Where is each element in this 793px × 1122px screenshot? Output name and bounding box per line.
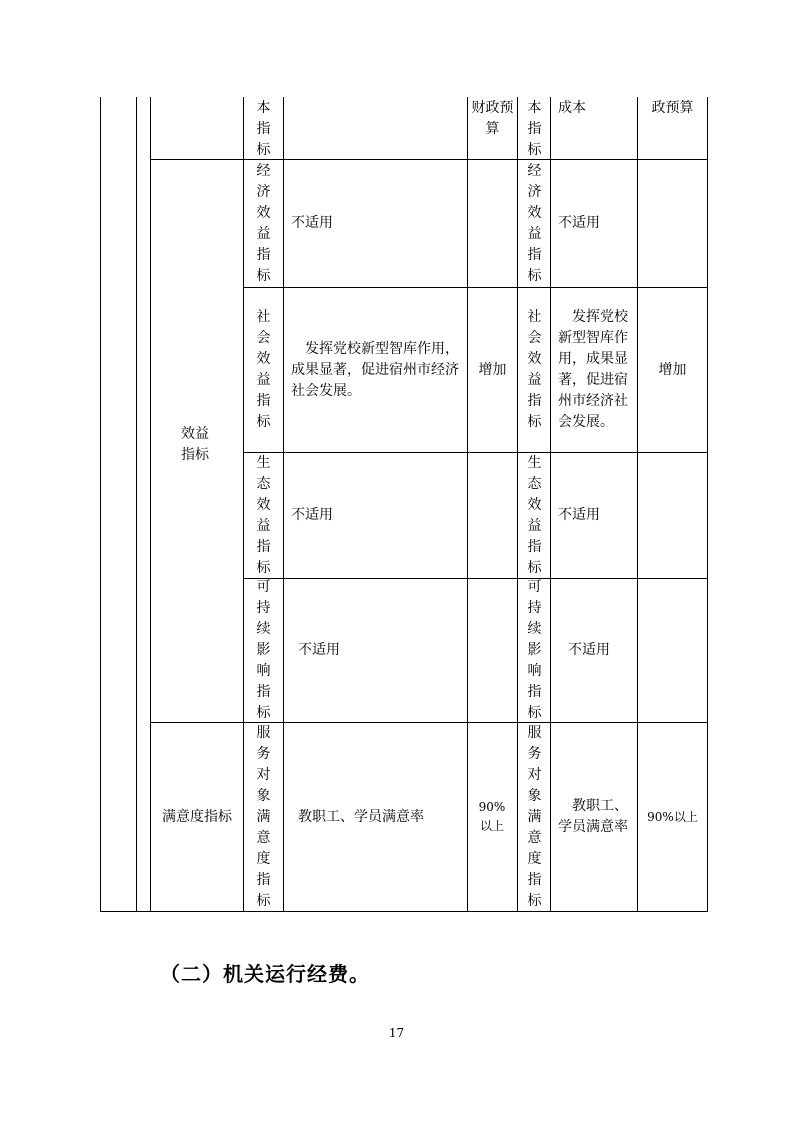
indicator-cell: 社会效益指标 <box>527 309 542 430</box>
table-border <box>517 97 518 912</box>
value-cell: 90%以上 <box>478 800 506 833</box>
value-cell: 增加 <box>478 361 507 378</box>
table-border <box>150 97 151 912</box>
section-heading: （二）机关运行经费。 <box>160 962 370 986</box>
content-cell: 教职工、学员满意率 <box>558 798 628 835</box>
table-border <box>100 911 708 912</box>
budget-header-cell: 财政预算 <box>471 100 514 137</box>
table-border <box>136 97 137 912</box>
table-border <box>707 97 708 912</box>
indicator-cell: 社会效益指标 <box>256 309 271 430</box>
budget-header-cell: 政预算 <box>651 100 694 116</box>
table-border <box>243 97 244 912</box>
indicator-cell: 服务对象满意度指标 <box>256 724 271 909</box>
table-border <box>467 97 468 912</box>
indicator-cell: 经济效益指标 <box>527 162 542 284</box>
page-number: 17 <box>388 1026 405 1040</box>
content-cell: 发挥党校新型智库作用，成果显著，促进宿州市经济社会发展。 <box>558 309 628 430</box>
value-cell: 增加 <box>658 361 687 378</box>
cost-header-cell: 成本 <box>558 100 586 116</box>
indicator-cell: 生态效益指标 <box>527 454 542 576</box>
indicator-cell: 可持续影响指标 <box>527 579 542 721</box>
benefit-category-cell: 效益指标 <box>181 426 209 463</box>
content-cell: 教职工、学员满意率 <box>298 808 424 825</box>
table-border <box>100 97 101 912</box>
content-cell: 不适用 <box>298 642 340 658</box>
content-cell: 不适用 <box>558 507 600 523</box>
content-cell: 不适用 <box>291 215 333 231</box>
indicator-cell: 经济效益指标 <box>256 162 271 284</box>
content-cell: 不适用 <box>568 642 610 658</box>
content-cell: 不适用 <box>558 215 600 231</box>
indicator-cell: 本指标 <box>527 100 542 158</box>
indicator-cell: 本指标 <box>256 100 271 158</box>
indicator-cell: 可持续影响指标 <box>256 579 271 721</box>
content-cell: 发挥党校新型智库作用，成果显著，促进宿州市经济社会发展。 <box>291 340 459 399</box>
value-cell: 90%以上 <box>647 809 698 824</box>
indicator-cell: 生态效益指标 <box>256 454 271 576</box>
satisfaction-category-cell: 满意度指标 <box>162 808 232 825</box>
content-cell: 不适用 <box>291 507 333 523</box>
indicator-cell: 服务对象满意度指标 <box>527 724 542 909</box>
